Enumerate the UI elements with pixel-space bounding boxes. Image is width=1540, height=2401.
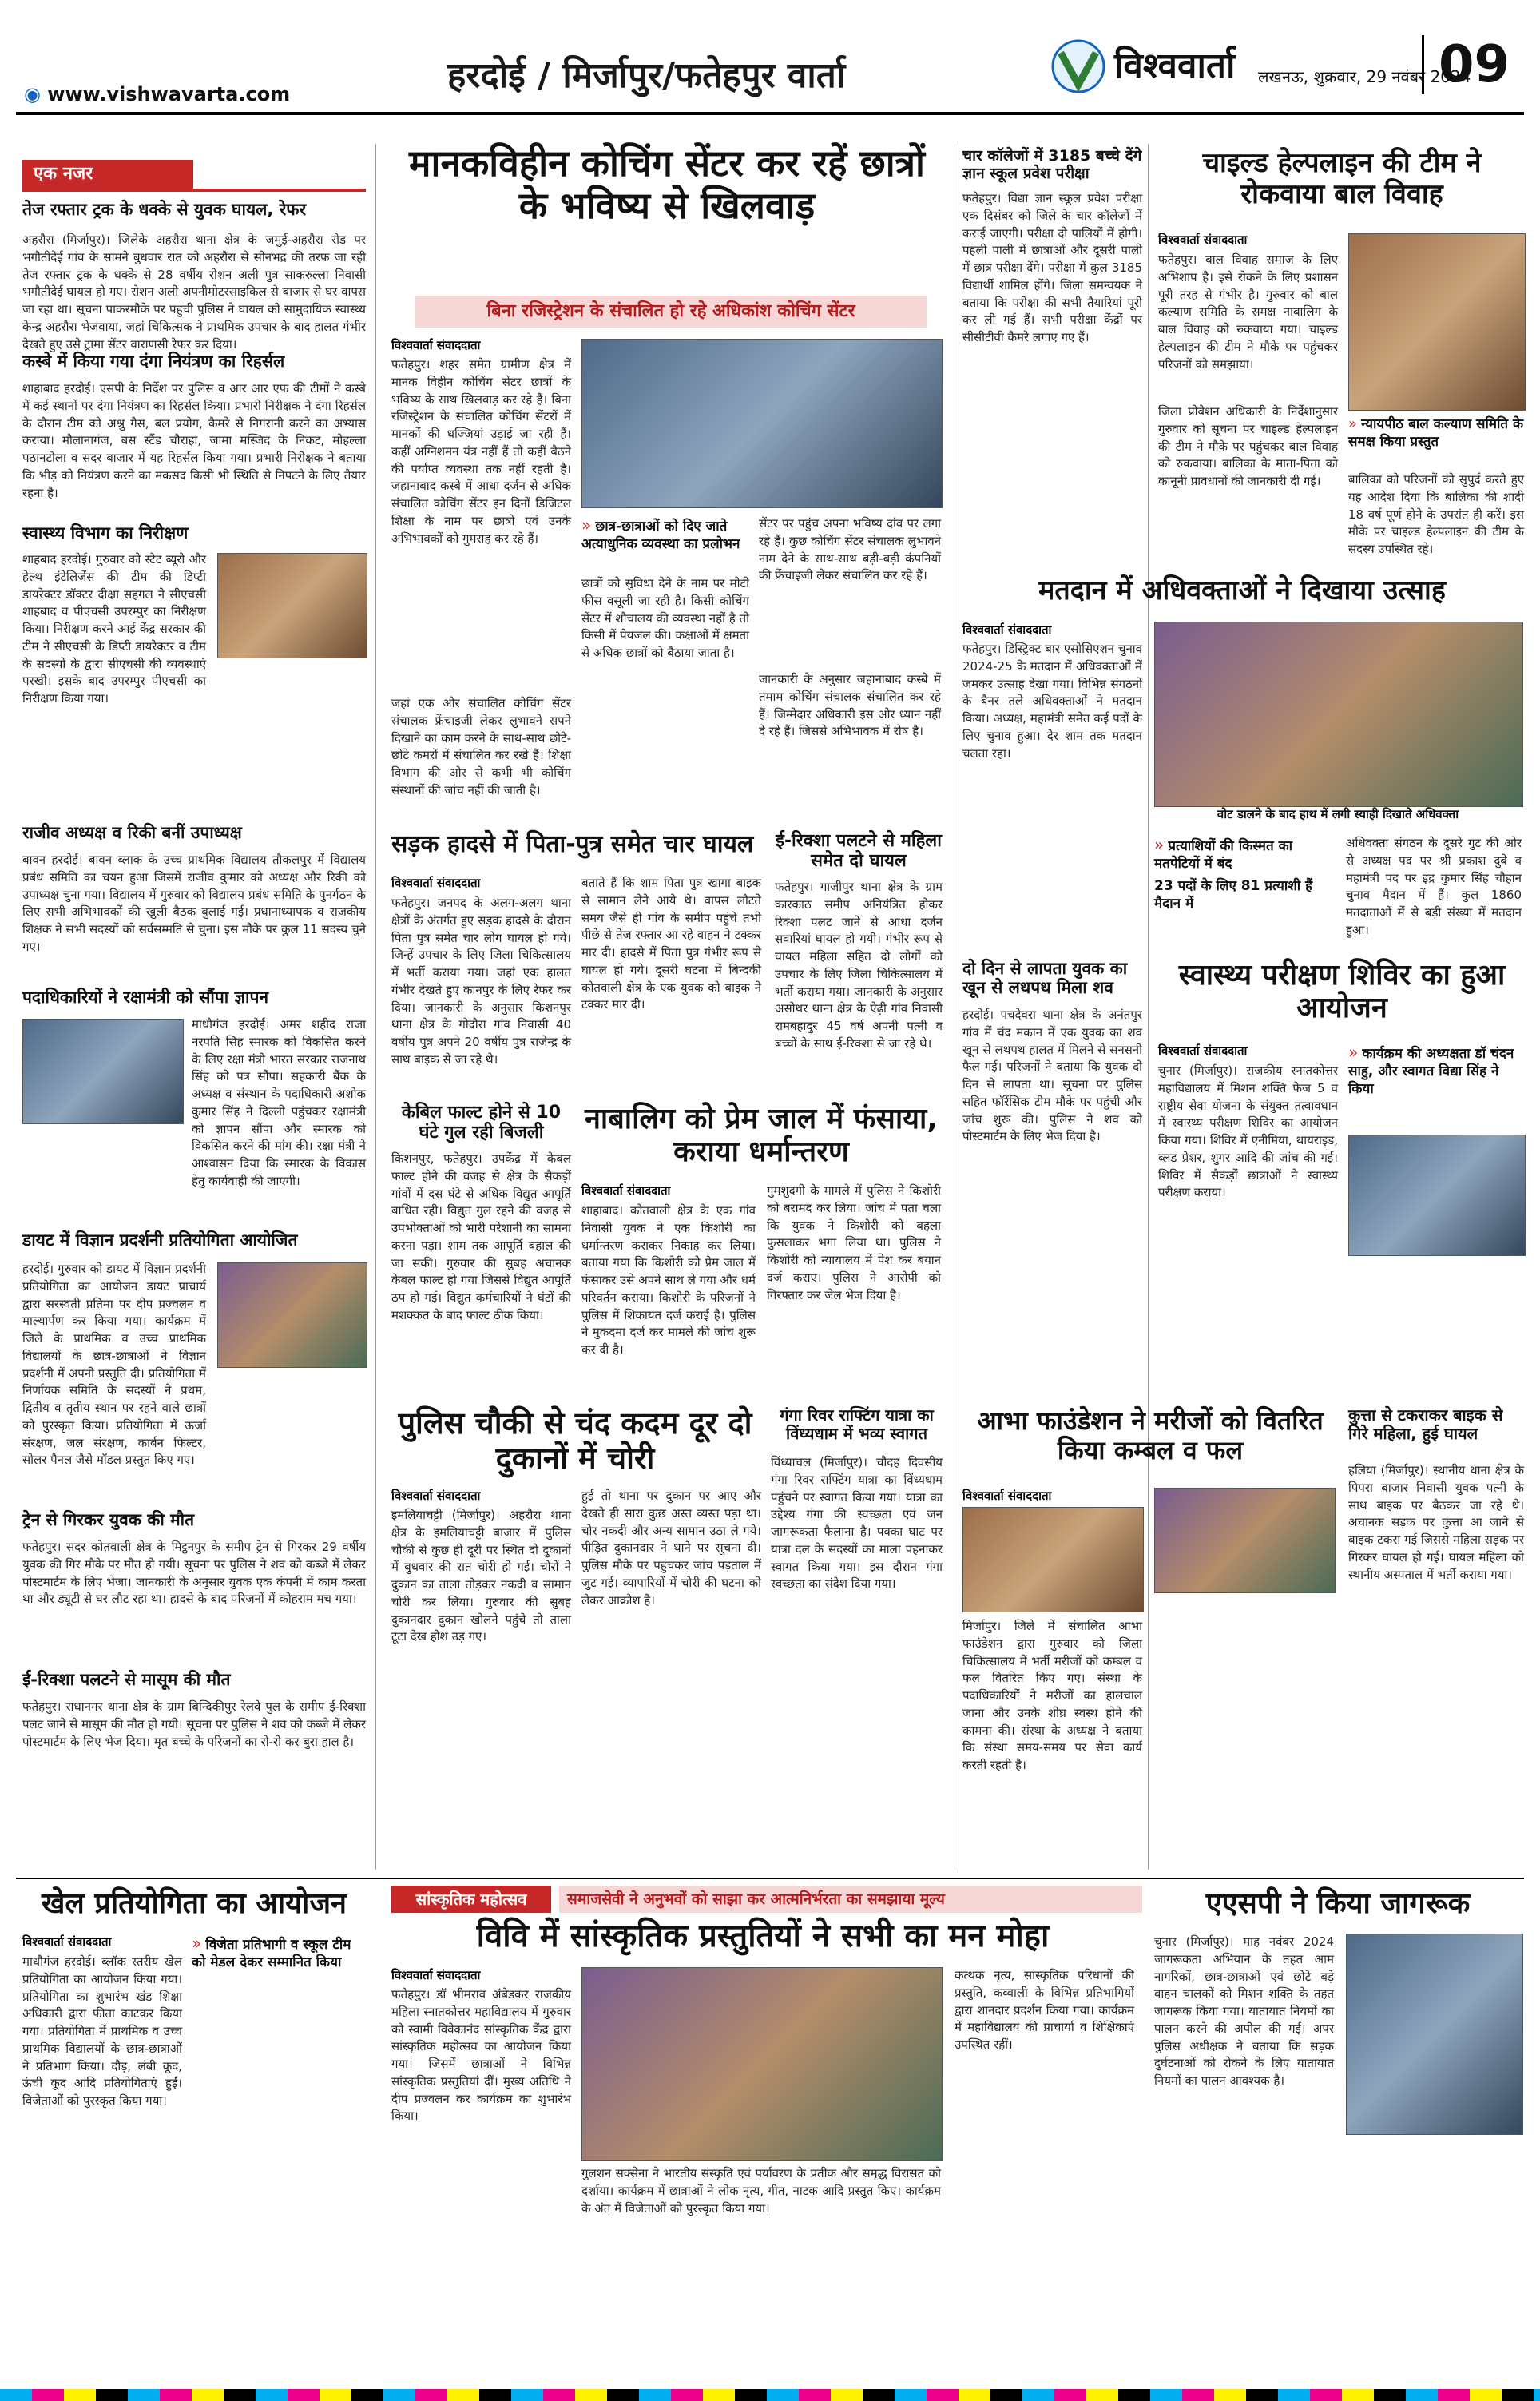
pull-quote-text: प्रत्याशियों की किस्मत का मतपेटियों में बंद (1154, 838, 1293, 873)
article-headline: ट्रेन से गिरकर युवक की मौत (22, 1510, 195, 1529)
article-headline: राजीव अध्यक्ष व रिकी बनीं उपाध्यक्ष (22, 823, 242, 842)
health-camp-photo (1348, 1135, 1526, 1256)
photo-caption (1348, 415, 1524, 451)
article-body: मिर्जापुर। जिले में संचालित आभा फाउंडेशन द्वारा गुरुवार को जिला चिकित्सालय में भर्ती मरीजों को कम्बल व फल वितरित किए गए। संस्था के पदाधिकारियों ने मरीजों का हालचाल जाना और उनके शीघ्र स्वस्थ होने की कामना की। संस्था के अध्यक्ष ने बताया कि संस्था समय-समय पर सेवा कार्य करती रहती है। (963, 1619, 1142, 1772)
article-headline: ई-रिक्शा पलटने से महिला समेत दो घायल (776, 831, 942, 872)
article-body: इमलियाचट्टी (मिर्जापुर)। अहरौरा थाना क्षेत्र के इमलियाचट्टी बाजार में पुलिस चौकी से कुछ ही दूरी पर स्थित दो दुकानों में बुधवार की रात चोरी हो गई। चोरों ने दुकान का ताला तोड़कर नकदी व सामान चोरी कर लिया। गुरुवार की सुबह दुकानदार दुकान खोलने पहुंचे तो ताला टूटा देख होश उड़ गए। (391, 1508, 571, 1644)
pull-quote-text: विजेता प्रतिभागी व स्कूल टीम को मेडल देकर सम्मानित किया (192, 1937, 351, 1971)
article-body: अधिवक्ता संगठन के दूसरे गुट की ओर से अध्यक्ष पद पर श्री प्रकाश दुबे व महामंत्री पद पर इंद्र कुमार सिंह चौहान चुनाव मैदान में हैं। कुल 1860 मतदाताओं में से बड़ी संख्या में मतदान हुआ। (1346, 836, 1522, 937)
article-body: हरदोई। पचदेवरा थाना क्षेत्र के अनंतपुर गांव में चंद मकान में एक युवक का शव खून से लथपथ हालत में मिलने से सनसनी फैल गई। परिजनों ने बताया कि युवक दो दिन से लापता था। सूचना पर पुलिस सहित फॉरेंसिक टीम मौके पर पहुंची और जांच शुरू की। पुलिस ने शव को पोस्टमार्टम के लिए भेज दिया है। (963, 1008, 1142, 1144)
header-rule (16, 112, 1524, 115)
byline: विश्ववार्ता संवाददाता (581, 1183, 671, 1198)
article-body: गुमशुदगी के मामले में पुलिस ने किशोरी को बरामद कर लिया। जांच में पता चला कि युवक ने किशोरी को बहला फुसलाकर भगा लिया था। पुलिस ने किशोरी को न्यायालय में पेश कर बयान दर्ज कराए। पुलिस ने आरोपी को गिरफ्तार कर जेल भेज दिया है। (767, 1183, 941, 1302)
quote-marker-icon: » (581, 515, 592, 535)
article-body: चुनार (मिर्जापुर)। राजकीय स्नातकोत्तर महाविद्यालय में मिशन शक्ति फेज 5 व राष्ट्रीय सेवा योजना के संयुक्त तत्वावधान में स्वास्थ्य परीक्षण शिविर का आयोजन किया गया। शिविर में एनीमिया, थायराइड, ब्लड प्रेशर, शुगर आदि की जांच की गई। शिविर में सैकड़ों छात्राओं ने स्वास्थ्य परीक्षण कराया। (1158, 1063, 1338, 1200)
quote-marker-icon: » (1348, 415, 1358, 432)
pull-quote-text: छात्र-छात्राओं को दिए जाते अत्याधुनिक व्यवस्था का प्रलोभन (581, 519, 740, 553)
brand-logo-icon (1046, 38, 1110, 94)
website-url[interactable] (24, 83, 290, 105)
child-marriage-photo (1348, 233, 1526, 411)
article-headline: गंगा रिवर राफ्टिंग यात्रा का विंध्यधाम में भव्य स्वागत (780, 1405, 934, 1443)
inspection-photo (217, 553, 367, 658)
article-headline: नाबालिग को प्रेम जाल में फंसाया, कराया धर्मान्तरण (584, 1103, 939, 1169)
article-body: फतेहपुर। बाल विवाह समाज के लिए अभिशाप है। इसे रोकने के लिए प्रशासन पूरी तरह से गंभीर है। गुरुवार को बाल कल्याण समिति के समक्ष नाबालिग के बाल विवाह को रुकवाया गया। चाइल्ड हेल्पलाइन की टीम ने मौके पर पहुंचकर परिजनों को समझाया। (1158, 252, 1338, 372)
pull-quote (581, 515, 749, 553)
article-body: जहां एक ओर संचालित कोचिंग सेंटर संचालक फ्रेंचाइजी लेकर लुभावने सपने दिखाने का काम करने के साथ-साथ छोटे-छोटे कमरों में संचालित कर रखे हैं। शिक्षा विभाग की ओर से कभी भी कोचिंग संस्थानों की जांच नहीं की जाती है। (391, 696, 571, 797)
pull-quote (1154, 835, 1334, 912)
article-body: फतेहपुर। गाजीपुर थाना क्षेत्र के ग्राम कारकाठ समीप अनियंत्रित होकर रिक्शा पलट जाने से आधा दर्जन सवारियां घायल हो गयी। गंभीर रूप से घायल महिला सहित दो लोगों को उपचार के लिए जिला चिकित्सालय में भर्ती कराया गया। जानकारी के अनुसार असोथर थाना क्षेत्र के ऐढ़ी गांव निवासी रामबहादुर 45 वर्ष अपनी पत्नी व बच्चों के साथ ई-रिक्शा से जा रहे थे। (775, 880, 943, 1051)
article-body: शाहाबाद हरदोई। एसपी के निर्देश पर पुलिस व आर आर एफ की टीमों ने कस्बे में कई स्थानों पर दंगा नियंत्रण का रिहर्सल किया। प्रभारी निरीक्षक ने दंगा रिहर्सल के दौरान टीम को अश्रु गैस, बल प्रयोग, कैमरे से निगरानी करने का अभ्यास कराया। मौलानागंज, बस स्टैंड चौराहा, जामा मस्जिद के निकट, मोहल्ला पठानटोला व सदर बाजार में यह रिहर्सल किया गया। प्रभारी निरीक्षक ने बताया कि भीड़ को नियंत्रण करने का मकसद किसी भी स्थिति से निपटने के लिए तैयार रहना है। (22, 381, 366, 500)
article-headline: दो दिन से लापता युवक का खून से लथपथ मिला शव (963, 959, 1128, 998)
page-section-title: हरदोई / मिर्जापुर/फतेहपुर वार्ता (447, 55, 846, 96)
article-body: माधौगंज हरदोई। ब्लॉक स्तरीय खेल प्रतियोगिता का आयोजन किया गया। प्रतियोगिता का शुभारंभ खंड शिक्षा अधिकारी द्वारा फीता काटकर किया गया। प्रतियोगिता में प्राथमिक व उच्च प्राथमिक विद्यालयों के छात्र-छात्राओं ने प्रतिभाग किया। दौड़, लंबी कूद, ऊंची कूद आदि प्रतियोगिताएं हुईं। विजेताओं को पुरस्कृत किया गया। (22, 1954, 182, 2108)
article-body: हलिया (मिर्जापुर)। स्थानीय थाना क्षेत्र के पिपरा बाजार निवासी युवक पत्नी के साथ बाइक पर बैठकर जा रहे थे। अचानक सड़क पर कुत्ता आ जाने से बाइक टकरा गई जिससे महिला सड़क पर गिरकर घायल हो गई। घायल महिला को स्थानीय अस्पताल में भर्ती कराया गया। (1348, 1463, 1524, 1582)
banner-rule (22, 189, 366, 192)
article-body: शाहबाद हरदोई। गुरुवार को स्टेट ब्यूरो और हेल्थ इंटेलिजेंस की टीम की डिप्टी डायरेक्टर डॉक्टर दीक्षा सहगल ने सीएचसी शाहबाद व पीएचसी उपरम्पुर का निरीक्षण किया। निरीक्षण करने आई केंद्र सरकार की टीम ने सीएचसी के डिप्टी डायरेक्टर व टीम के सदस्यों के द्वारा सीएचसी की व्यवस्थाएं परखी। इसके बाद उपरम्पुर पीएचसी का निरीक्षण किया गया। (22, 552, 206, 706)
pull-quote-text: कार्यक्रम की अध्यक्षता डॉ चंदन साहु, और स्वागत विद्या सिंह ने किया (1348, 1046, 1514, 1098)
byline: विश्ववार्ता संवाददाता (1158, 233, 1248, 247)
byline: विश्ववार्ता संवाददाता (391, 1968, 481, 1982)
article-headline: चार कॉलेजों में 3185 बच्चे देंगे ज्ञान स्कूल प्रवेश परीक्षा (963, 147, 1142, 182)
article-body: गुलशन सक्सेना ने भारतीय संस्कृति एवं पर्यावरण के प्रतीक और समृद्ध विरासत को दर्शाया। कार्यक्रम में छात्राओं ने लोक नृत्य, गीत, नाटक आदि प्रस्तुत किए। कार्यक्रम के अंत में विजेताओं को पुरस्कृत किया गया। (581, 2166, 941, 2216)
article-body: फतेहपुर। शहर समेत ग्रामीण क्षेत्र में मानक विहीन कोचिंग सेंटर छात्रों के भविष्य के साथ खिलवाड़ कर रहे हैं। बिना रजिस्ट्रेशन के संचालित कोचिंग सेंटरों में मानकों की धज्जियां उड़ाई जा रही हैं। कहीं अग्निशमन यंत्र नहीं हैं तो कहीं बैठने की पर्याप्त व्यवस्था तक नहीं रहती है। जहानाबाद कस्बे में आधा दर्जन से अधिक संचालित कोचिंग सेंटर इन दिनों डिजिटल शिक्षा के नाम पर छात्रों एवं उनके अभिभावकों को गुमराह कर रहे हैं। (391, 357, 571, 546)
article-body: सेंटर पर पहुंच अपना भविष्य दांव पर लगा रहे हैं। कुछ कोचिंग सेंटर संचालक लुभावने नाम देने के साथ-साथ बड़ी-बड़ी कंपनियों की फ्रेंचाइजी लेकर संचालित कर रहे हैं। (759, 516, 941, 583)
article-headline: पदाधिकारियों ने रक्षामंत्री को सौंपा ज्ञापन (22, 988, 269, 1007)
article-body: शाहाबाद। कोतवाली क्षेत्र के एक गांव निवासी युवक ने एक किशोरी का धर्मान्तरण कराकर निकाह कर लिया। बताया गया कि किशोरी को प्रेम जाल में फंसाकर उसे अपने साथ ले गया और धर्म परिवर्तन कराया। किशोरी के परिजनों ने पुलिस में शिकायत दर्ज कराई है। पुलिस ने मुकदमा दर्ज कर मामले की जांच शुरू कर दी है। (581, 1203, 756, 1357)
cultural-event-photo (581, 1967, 943, 2161)
article-body: माधौगंज हरदोई। अमर शहीद राजा नरपति सिंह स्मारक को विकसित करने के लिए रक्षा मंत्री भारत सरकार राजनाथ सिंह को पत्र सौंपा। सहकारी बैंक के अध्यक्ष व संस्थान के पदाधिकारी अशोक कुमार सिंह ने दिल्ली पहुंचकर रक्षामंत्री को ज्ञापन सौंपा और स्मारक को विकसित करने की मांग की। रक्षा मंत्री ने आश्वासन दिया कि स्मारक के विकास हेतु कार्यवाही की जाएगी। (192, 1017, 366, 1188)
column-divider (375, 144, 376, 1870)
article-headline: तेज रफ्तार ट्रक के धक्के से युवक घायल, रेफर (22, 200, 307, 219)
article-body: कत्थक नृत्य, सांस्कृतिक परिधानों की प्रस्तुति, कव्वाली के विभिन्न प्रतिभागियों द्वारा शानदार प्रदर्शन किया गया। कार्यक्रम में महाविद्यालय की प्राचार्या व शिक्षिकाएं उपस्थित रहीं। (955, 1968, 1134, 2052)
url-text: www.vishwavarta.com (47, 83, 291, 105)
pull-quote (1348, 1043, 1524, 1098)
byline: विश्ववार्ता संवाददाता (391, 338, 481, 352)
article-body: फतेहपुर। डिस्ट्रिक्ट बार एसोसिएशन चुनाव 2024-25 के मतदान में अधिवक्ताओं में जमकर उत्साह देखा गया। विभिन्न संगठनों के बैनर तले अधिवक्ताओं ने मतदान किया। अध्यक्ष, महामंत्री समेत कई पदों के लिए चुनाव हुआ। देर शाम तक मतदान चलता रहा। (963, 642, 1142, 761)
article-headline: खेल प्रतियोगिता का आयोजन (41, 1887, 347, 1920)
caption-text: न्यायपीठ बाल कल्याण समिति के समक्ष किया प्रस्तुत (1348, 416, 1524, 451)
article-body: फतेहपुर। विद्या ज्ञान स्कूल प्रवेश परीक्षा एक दिसंबर को जिले के चार कॉलेजों में कराई जाएगी। परीक्षा दो पालियों में होगी। पहली पाली में छात्राओं और दूसरी पाली में छात्र परीक्षा देंगे। परीक्षा में कुल 3185 विद्यार्थी शामिल होंगे। जिला समन्वयक ने बताया कि परीक्षा की सभी तैयारियां पूरी कर ली गई हैं। सभी परीक्षा केंद्रों पर सीसीटीवी कैमरे लगाए गए हैं। (963, 191, 1142, 344)
awareness-photo (1346, 1934, 1523, 2135)
article-body: जानकारी के अनुसार जहानाबाद कस्बे में तमाम कोचिंग संचालक संचालित कर रहे हैं। जिम्मेदार अधिकारी इस ओर ध्यान नहीं दे रहे हैं। जिससे अभिभावक में रोष है। (759, 672, 941, 739)
article-headline: सड़क हादसे में पिता-पुत्र समेत चार घायल (391, 830, 754, 858)
article-headline: पुलिस चौकी से चंद कदम दूर दो दुकानों में चोरी (398, 1405, 752, 1476)
pull-quote (192, 1934, 366, 1971)
article-body: अहरौरा (मिर्जापुर)। जिलेके अहरौरा थाना क्षेत्र के जमुई-अहरौरा रोड पर भगौतीदेई गांव के सामने बुधवार रात को अहरौरा से सोनभद्र की तरफ जा रही तेज रफ्तार ट्रक के धक्के से 28 वर्षीय रोशन अली पुत्र साकरुल्ला निवासी भगौतीदेई घायल हो गए। रोशन अली अपनीमोटरसाइकिल से बाजार से घर वापस जा रहा था। सूचना पाकरमौके पर पहुंची पुलिस ने घायल को सामुदायिक स्वास्थ्य केन्द्र अहरौरा भेजवाया, जहां चिकित्सक ने प्राथमिक उपचार के बाद हालत गंभीर देखते हुए उसे ट्रामा सेंटर वाराणसी रेफर कर दिया। (22, 233, 366, 352)
article-body: छात्रों को सुविधा देने के नाम पर मोटी फीस वसूली जा रही है। किसी कोचिंग सेंटर में शौचालय की व्यवस्था नहीं है तो किसी में पेयजल की। कक्षाओं में क्षमता से अधिक छात्रों को बैठाया जाता है। (581, 576, 749, 660)
blanket-distribution-photo (963, 1507, 1144, 1612)
article-body: फतेहपुर। सदर कोतवाली क्षेत्र के मिट्ठनपुर के समीप ट्रेन से गिरकर 29 वर्षीय युवक की गिर मौके पर मौत हो गयी। सूचना पर पुलिस ने शव को कब्जे में लेकर पोस्टमार्टम के लिए भेजा। जानकारी के अनुसार युवक एक कंपनी में काम करता था और ड्यूटी से घर लौट रहा था। हादसे के बाद परिजनों में कोहराम मच गया। (22, 1540, 366, 1607)
coaching-classroom-photo (581, 339, 943, 508)
dateline: लखनऊ, शुक्रवार, 29 नवंबर 2024 (1258, 67, 1471, 86)
article-headline: विवि में सांस्कृतिक प्रस्तुतियों ने सभी का मन मोहा (476, 1918, 1050, 1954)
article-body: किशनपुर, फतेहपुर। उपकेंद्र में केबल फाल्ट होने की वजह से क्षेत्र के सैकड़ों गांवों में दस घंटे से अधिक विद्युत आपूर्ति बाधित रही। विद्युत गुल रहने की वजह से उपभोक्ताओं को भारी परेशानी का सामना करना पड़ा। शाम तक आपूर्ति बहाल की जा सकी। गुरुवार की सुबह अचानक केबल फाल्ट हो गया जिससे विद्युत आपूर्ति ठप हो गई। विद्युत कर्मचारियों ने घंटों की मशक्कत के बाद फाल्ट ठीक किया। (391, 1151, 571, 1322)
page-number: 09 (1422, 35, 1510, 94)
lead-subheadline: बिना रजिस्ट्रेशन के संचालित हो रहे अधिकांश कोचिंग सेंटर (415, 296, 927, 328)
article-headline: मतदान में अधिवक्ताओं ने दिखाया उत्साह (1038, 574, 1446, 606)
article-body: बावन हरदोई। बावन ब्लाक के उच्च प्राथमिक विद्यालय तौकलपुर में विद्यालय प्रबंध समिति का चयन हुआ जिसमें राजीव कुमार को अध्यक्ष और रिकी को उपाध्यक्ष चुना गया। विद्यालय में गुरुवार को विद्यालय प्रबंध समिति के पुनर्गठन के लिए सभी अभिभावकों की खुली बैठक बुलाई गई। प्रधानाध्यापक व राजकीय शिक्षक ने सभी सदस्यों को सर्वसम्मति से चुना। इस मौके पर कुल 11 सदस्य चुने गए। (22, 853, 366, 954)
article-headline: स्वास्थ्य विभाग का निरीक्षण (22, 523, 189, 543)
byline: विश्ववार्ता संवाददाता (1158, 1043, 1248, 1058)
column-divider (1148, 144, 1149, 1870)
section-rule (16, 1878, 1524, 1879)
brand-name: विश्ववार्ता (1114, 46, 1236, 86)
quote-marker-icon: » (192, 1934, 202, 1953)
pull-quote-text: 23 पदों के लिए 81 प्रत्याशी हैं मैदान में (1154, 878, 1313, 912)
article-body: हुई तो थाना पर दुकान पर आए और देखते ही सारा कुछ अस्त व्यस्त पड़ा था। चोर नकदी और अन्य सामान उठा ले गये। पीड़ित दुकानदार ने थाने पर सूचना दी। पुलिस मौके पर पहुंचकर जांच पड़ताल में जुट गई। व्यापारियों में चोरी की घटना को लेकर आक्रोश है। (581, 1489, 761, 1608)
byline: विश्ववार्ता संवाददाता (963, 622, 1052, 637)
print-color-bar (0, 2389, 1540, 2401)
article-body: बताते हैं कि शाम पिता पुत्र खागा बाइक से सामान लेने आये थे। वापस लौटते समय जैसे ही गांव के समीप पहुंचे तभी पीछे से तेज रफ्तार आ रहे वाहन ने टक्कर मार दी। हादसे में पिता पुत्र गंभीर रूप से घायल हो गये। दूसरी घटना में बिन्दकी कोतवाली क्षेत्र के एक युवक को बाइक ने टक्कर मार दी। (581, 876, 761, 1012)
memorandum-photo (22, 1019, 184, 1124)
quote-marker-icon: » (1348, 1043, 1359, 1062)
section-tag: सांस्कृतिक महोत्सव (391, 1886, 551, 1913)
advocates-voting-photo (1154, 622, 1523, 807)
globe-icon: ◉ (24, 83, 48, 105)
exhibition-photo (217, 1262, 367, 1368)
byline: विश्ववार्ता संवाददाता (963, 1489, 1052, 1503)
article-headline: कुत्ता से टकराकर बाइक से गिरे महिला, हुई घायल (1348, 1405, 1503, 1443)
quote-marker-icon: » (1154, 835, 1165, 854)
article-kicker: समाजसेवी ने अनुभवों को साझा कर आत्मनिर्भरता का समझाया मूल्य (559, 1886, 1142, 1913)
article-body: जिला प्रोबेशन अधिकारी के निर्देशानुसार गुरुवार को सूचना पर चाइल्ड हेल्पलाइन की टीम ने मौके पर पहुंचकर बाल विवाह को रुकवाया। बालिका के माता-पिता को कानूनी प्रावधानों की जानकारी दी गई। (1158, 404, 1338, 488)
article-headline: एएसपी ने किया जागरूक (1205, 1887, 1471, 1920)
byline: विश्ववार्ता संवाददाता (22, 1934, 112, 1949)
article-headline: चाइल्ड हेल्पलाइन की टीम ने रोकवाया बाल विवाह (1202, 147, 1482, 211)
article-headline: कस्बे में किया गया दंगा नियंत्रण का रिहर्सल (22, 352, 285, 371)
photo-caption: वोट डालने के बाद हाथ में लगी स्याही दिखाते अधिवक्ता (1217, 807, 1459, 821)
article-headline: डायट में विज्ञान प्रदर्शनी प्रतियोगिता आयोजित (22, 1230, 298, 1250)
article-body: फतेहपुर। राधानगर थाना क्षेत्र के ग्राम बिन्दिकीपुर रेलवे पुल के समीप ई-रिक्शा पलट जाने से मासूम की मौत हो गयी। सूचना पर पुलिस ने शव को कब्जे में लेकर पोस्टमार्टम के लिए भेज दिया। मृत बच्चे के परिजनों का रो-रो कर बुरा हाल है। (22, 1699, 366, 1749)
article-body: चुनार (मिर्जापुर)। माह नवंबर 2024 जागरूकता अभियान के तहत आम नागरिकों, छात्र-छात्राओं एवं छोटे बड़े वाहन चालकों को मिशन शक्ति के तहत जागरूक किया गया। यातायात नियमों का पालन करने की अपील की गई। अपर पुलिस अधीक्षक ने बताया कि सड़क दुर्घटनाओं को रोकने के लिए यातायात नियमों का पालन आवश्यक है। (1154, 1934, 1334, 2088)
article-headline: आभा फाउंडेशन ने मरीजों को वितरित किया कम्बल व फल (977, 1405, 1324, 1465)
article-headline: स्वास्थ्य परीक्षण शिविर का हुआ आयोजन (1178, 959, 1506, 1025)
patients-photo (1154, 1488, 1336, 1593)
article-headline: ई-रिक्शा पलटने से मासूम की मौत (22, 1670, 231, 1689)
article-body: फतेहपुर। जनपद के अलग-अलग थाना क्षेत्रों के अंतर्गत हुए सड़क हादसे के दौरान पिता पुत्र समेत चार लोग घायल हो गये। जिन्हें उपचार के लिए जिला चिकित्सालय में भर्ती कराया गया। जहां एक हालत गंभीर देखते हुए कानपुर के लिए रेफर कर दिया। जानकारी के अनुसार किशनपुर थाना क्षेत्र के गोदौरा गांव निवासी 40 वर्षीय पुत्र अपने 20 वर्षीय पुत्र राजेन्द्र के साथ बाइक से जा रहे थे। (391, 896, 571, 1067)
byline: विश्ववार्ता संवाददाता (391, 876, 481, 890)
article-body: बालिका को परिजनों को सुपुर्द करते हुए यह आदेश दिया कि बालिका की शादी 18 वर्ष पूर्ण होने के उपरांत ही करें। इस मौके पर चाइल्ड हेल्पलाइन की टीम के सदस्य उपस्थित रहे। (1348, 472, 1524, 556)
article-body: फतेहपुर। डॉ भीमराव अंबेडकर राजकीय महिला स्नातकोत्तर महाविद्यालय में गुरुवार को स्वामी विवेकानंद सांस्कृतिक केंद्र द्वारा सांस्कृतिक महोत्सव का आयोजन किया गया। जिसमें छात्राओं ने विभिन्न सांस्कृतिक प्रस्तुतियां दीं। मुख्य अतिथि ने दीप प्रज्वलन कर कार्यक्रम का शुभारंभ किया। (391, 1987, 571, 2124)
article-body: हरदोई। गुरुवार को डायट में विज्ञान प्रदर्शनी प्रतियोगिता का आयोजन डायट प्राचार्य द्वारा सरस्वती प्रतिमा पर दीप प्रज्वलन व माल्यार्पण कर किया गया। कार्यक्रम में जिले के प्राथमिक व उच्च प्राथमिक विद्यालयों के छात्र-छात्राओं ने विज्ञान प्रदर्शनी में अपनी प्रस्तुति दी। प्रतियोगिता में निर्णायक समिति के सदस्यों ने प्रथम, द्वितीय व तृतीय स्थान पर रहने वाले छात्रों को पुरस्कृत किया। प्रतियोगिता में ऊर्जा संरक्षण, जल संरक्षण, कार्बन फिल्टर, सोलर पैनल जैसे मॉडल प्रस्तुत किए गए। (22, 1262, 206, 1468)
article-body: विंध्याचल (मिर्जापुर)। चौदह दिवसीय गंगा रिवर राफ्टिंग यात्रा का विंध्यधाम पहुंचने पर स्वागत किया गया। यात्रा का उद्देश्य गंगा की स्वच्छता एवं जन जागरूकता फैलाना है। पक्का घाट पर यात्रा दल के सदस्यों का माला पहनाकर स्वागत किया गया। इस दौरान गंगा स्वच्छता का संदेश दिया गया। (771, 1455, 943, 1592)
byline: विश्ववार्ता संवाददाता (391, 1489, 481, 1503)
article-headline: केबिल फाल्ट होने से 10 घंटे गुल रही बिजली (401, 1103, 562, 1143)
lead-headline: मानकविहीन कोचिंग सेंटर कर रहें छात्रों के भविष्य से खिलवाड़ (409, 141, 925, 227)
section-banner: एक नजर (22, 160, 193, 189)
